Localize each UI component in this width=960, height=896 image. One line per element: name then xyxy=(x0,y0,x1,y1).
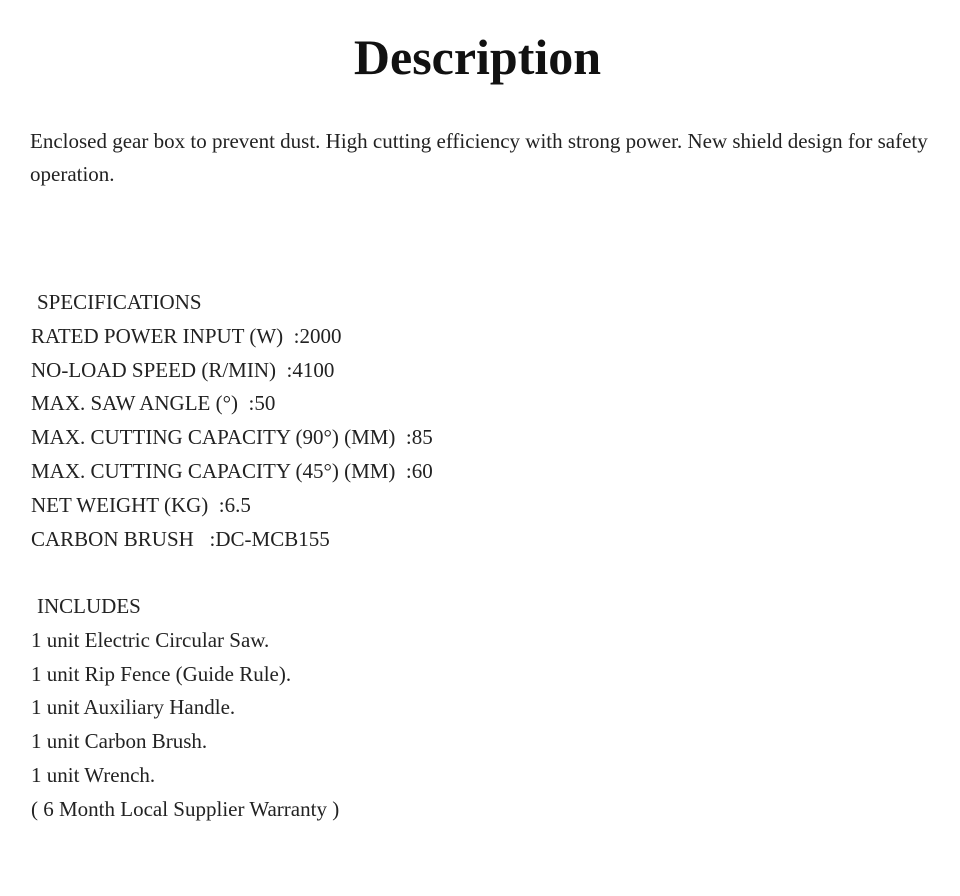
spec-carbon-brush: CARBON BRUSH :DC-MCB155 xyxy=(31,526,330,551)
include-item-auxiliary-handle: 1 unit Auxiliary Handle. xyxy=(31,695,236,720)
spec-net-weight: NET WEIGHT (KG) :6.5 xyxy=(31,492,251,517)
include-item-rip-fence: 1 unit Rip Fence (Guide Rule). xyxy=(31,661,292,686)
warranty-note: ( 6 Month Local Supplier Warranty ) xyxy=(31,796,340,821)
spec-no-load-speed: NO-LOAD SPEED (R/MIN) :4100 xyxy=(31,357,335,382)
spec-cutting-capacity-45: MAX. CUTTING CAPACITY (45°) (MM) :60 xyxy=(31,458,433,483)
page-title: Description xyxy=(353,29,602,85)
include-item-carbon-brush: 1 unit Carbon Brush. xyxy=(31,729,208,754)
specifications-heading: SPECIFICATIONS xyxy=(37,290,202,314)
spec-cutting-capacity-90: MAX. CUTTING CAPACITY (90°) (MM) :85 xyxy=(31,425,433,450)
specifications-section xyxy=(31,286,911,556)
spec-max-saw-angle: MAX. SAW ANGLE (°) :50 xyxy=(31,391,276,416)
include-item-wrench: 1 unit Wrench. xyxy=(31,762,156,787)
includes-section xyxy=(31,590,911,827)
includes-heading: INCLUDES xyxy=(37,594,141,618)
spec-rated-power: RATED POWER INPUT (W) :2000 xyxy=(31,323,342,348)
intro-paragraph: Enclosed gear box to prevent dust. High cutting efficiency with strong power. New shield design for safety operation. xyxy=(30,129,928,186)
include-item-saw: 1 unit Electric Circular Saw. xyxy=(31,627,270,652)
